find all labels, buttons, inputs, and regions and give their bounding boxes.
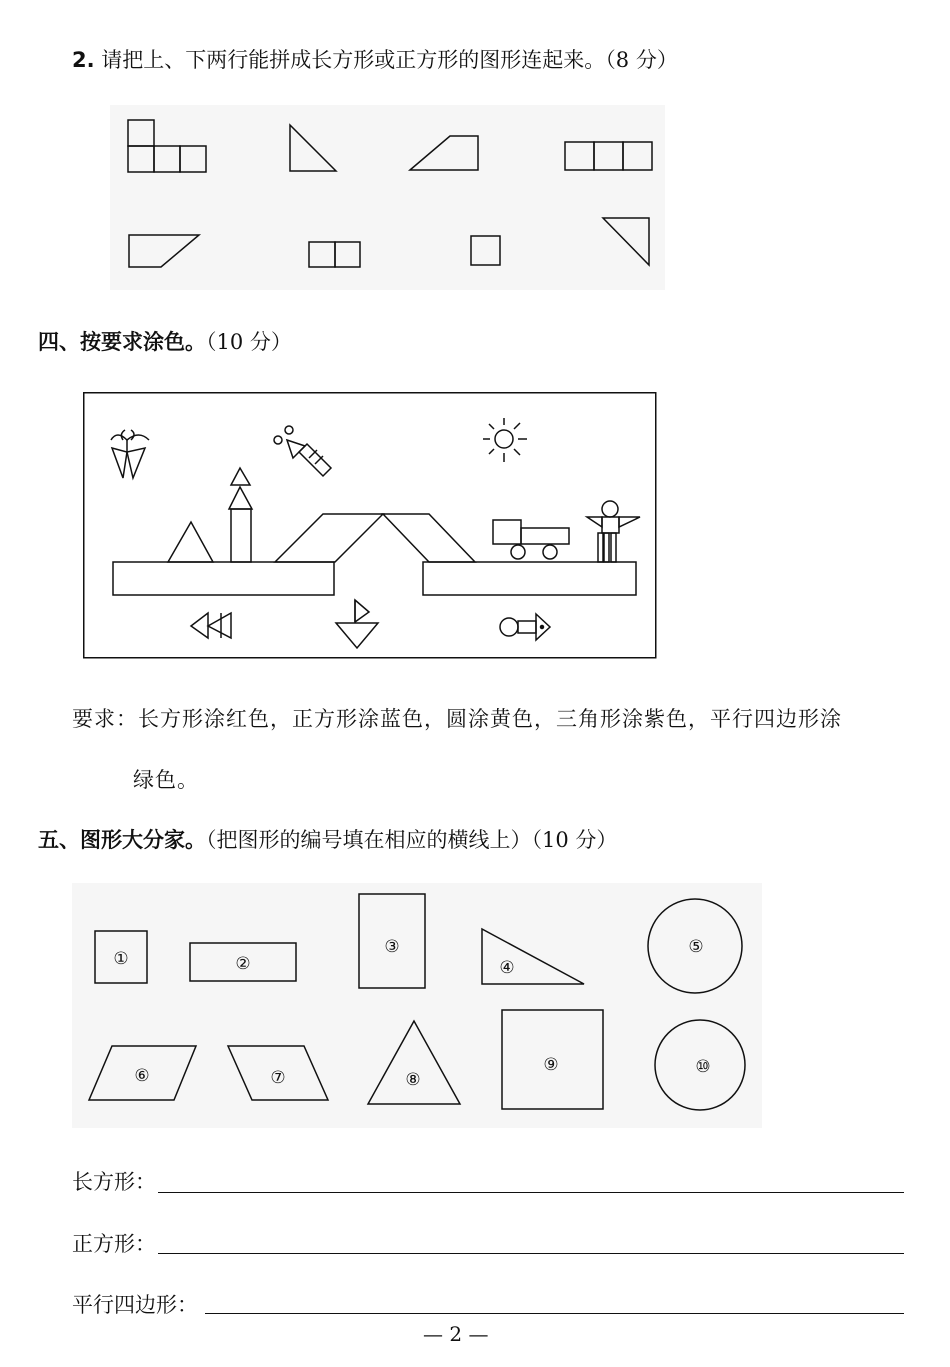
shape-2-label: ② [235, 954, 251, 974]
q4-requirement-line1: 要求：长方形涂红色，正方形涂蓝色，圆涂黄色，三角形涂紫色，平行四边形涂 [72, 707, 842, 731]
q2-shapes-figure [110, 105, 665, 290]
shape-4-label: ④ [499, 958, 515, 978]
q5-shapes-figure [72, 883, 762, 1128]
page-number: — 2 — [423, 1322, 489, 1346]
q4-coloring-picture [83, 392, 657, 659]
answer-square-label: 正方形： [72, 1232, 156, 1256]
shape-7-label: ⑦ [270, 1068, 286, 1088]
q5-title: 五、图形大分家。 [38, 828, 206, 852]
shape-8-label: ⑧ [405, 1070, 421, 1090]
shape-9-label: ⑨ [543, 1055, 559, 1075]
shape-6-label: ⑥ [134, 1066, 150, 1086]
answer-square-line[interactable] [158, 1253, 904, 1254]
q5-instruction: （把图形的编号填在相应的横线上） [206, 828, 532, 852]
shape-5-label: ⑤ [688, 937, 704, 957]
answer-rectangle-line[interactable] [158, 1192, 904, 1193]
q5-points: （10 分） [531, 828, 618, 852]
shape-10-label: ⑩ [695, 1057, 711, 1077]
q4-requirement-line2: 绿色。 [133, 768, 199, 792]
q5-heading [38, 824, 617, 854]
answer-parallelogram-label: 平行四边形： [72, 1293, 198, 1317]
shape-1-label: ① [113, 949, 129, 969]
q2-heading [72, 44, 678, 74]
shape-3-label: ③ [384, 937, 400, 957]
answer-parallelogram-line[interactable] [205, 1313, 904, 1314]
answer-rectangle-label: 长方形： [72, 1170, 156, 1194]
q4-points: （10 分） [206, 330, 292, 354]
q2-text: 请把上、下两行能拼成长方形或正方形的图形连起来。 [101, 48, 606, 72]
q4-title: 四、按要求涂色。 [38, 330, 206, 354]
q2-number: 2. [72, 48, 95, 72]
q4-heading [38, 326, 292, 356]
q2-points: （8 分） [605, 48, 678, 72]
